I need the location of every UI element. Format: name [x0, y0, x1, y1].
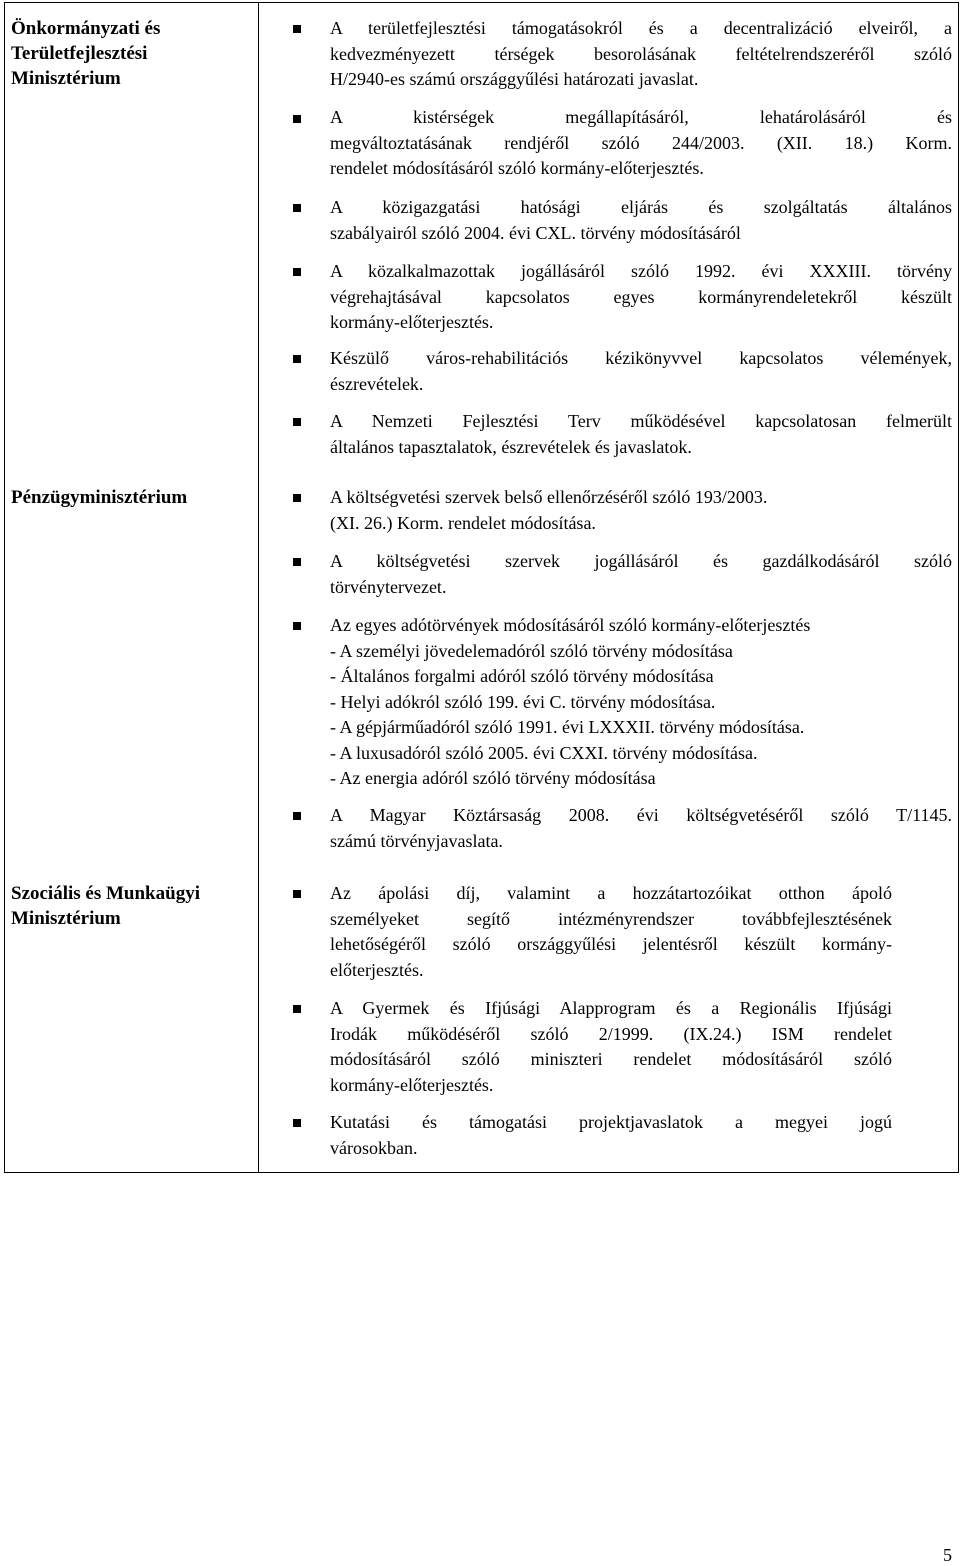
- list-item: Az ápolási díj, valamint a hozzátartozóikat otthon ápoló személyeket segítő intézményrendszer továbbfejlesztésének lehetőségéről szóló országgyűlési jelentésről készült kormány- előterjesztés.: [330, 883, 892, 980]
- ministry-name-line: Szociális és Munkaügyi: [11, 883, 200, 904]
- bullet-icon: [293, 115, 301, 123]
- bullet-icon: [293, 812, 301, 820]
- list-item: Kutatási és támogatási projektjavaslatok a megyei jogú városokban.: [330, 1112, 892, 1158]
- ministry-name-line: Minisztérium: [11, 908, 121, 929]
- bullet-icon: [293, 494, 301, 502]
- list-item: A költségvetési szervek belső ellenőrzéséről szóló 193/2003. (XI. 26.) Korm. rendelet módosítása.: [330, 487, 768, 533]
- list-item: A közalkalmazottak jogállásáról szóló 1992. évi XXXIII. törvény végrehajtásával kapcsolatos egyes kormányrendeletekről készült kormány-előterjesztés.: [330, 261, 952, 332]
- list-item: Az egyes adótörvények módosításáról szóló kormány-előterjesztés - A személyi jövedelemadóról szóló törvény módosítása - Általános forgalmi adóról szóló törvény módosítása - Helyi adókról szóló 199. évi C. törvény módosítása. - A gépjárműadóról szóló 1991. évi LXXXII. törvény módosítása. - A luxusadóról szóló 2005. évi CXXI. törvény módosítása. - Az energia adóról szóló törvény módosítása: [330, 615, 811, 788]
- bullet-icon: [293, 25, 301, 33]
- ministry-name-onkormanyzati: [11, 16, 160, 91]
- list-item: A Magyar Köztársaság 2008. évi költségvetéséről szóló T/1145. számú törvényjavaslata.: [330, 805, 952, 851]
- ministry-name-line: Önkormányzati és: [11, 18, 161, 39]
- ministry-name-line: Pénzügyminisztérium: [11, 487, 188, 508]
- bullet-icon: [293, 558, 301, 566]
- bullet-icon: [293, 1005, 301, 1013]
- column-divider: [258, 3, 259, 1172]
- list-item: A kistérségek megállapításáról, lehatárolásáról és megváltoztatásának rendjéről szóló 244/2003. (XII. 18.) Korm. rendelet módosításáról szóló kormány-előterjesztés.: [330, 107, 952, 178]
- ministry-name-line: Területfejlesztési: [11, 43, 148, 64]
- ministry-name-line: Minisztérium: [11, 68, 121, 89]
- bullet-icon: [293, 890, 301, 898]
- bullet-icon: [293, 622, 301, 630]
- page-number: 5: [943, 1545, 952, 1565]
- bullet-icon: [293, 268, 301, 276]
- list-item: A közigazgatási hatósági eljárás és szolgáltatás általános szabályairól szóló 2004. évi CXL. törvény módosításáról: [330, 197, 952, 243]
- list-item: A területfejlesztési támogatásokról és a decentralizáció elveiről, a kedvezményezett térségek besorolásának feltételrendszeréről szóló H/2940-es számú országgyűlési határozati javaslat.: [330, 18, 952, 89]
- ministry-name-penzugy: [11, 485, 187, 510]
- bullet-icon: [293, 355, 301, 363]
- bullet-icon: [293, 1119, 301, 1127]
- bullet-icon: [293, 418, 301, 426]
- list-item: Készülő város-rehabilitációs kézikönyvvel kapcsolatos vélemények, észrevételek.: [330, 348, 952, 394]
- list-item: A Gyermek és Ifjúsági Alapprogram és a Regionális Ifjúsági Irodák működéséről szóló 2/1999. (IX.24.) ISM rendelet módosításáról szóló miniszteri rendelet módosításáról szóló kormány-előterjesztés.: [330, 998, 892, 1095]
- bullet-icon: [293, 204, 301, 212]
- list-item: A költségvetési szervek jogállásáról és gazdálkodásáról szóló törvénytervezet.: [330, 551, 952, 597]
- ministry-name-szocialis: [11, 881, 200, 931]
- list-item: A Nemzeti Fejlesztési Terv működésével kapcsolatosan felmerült általános tapasztalatok, észrevételek és javaslatok.: [330, 411, 952, 457]
